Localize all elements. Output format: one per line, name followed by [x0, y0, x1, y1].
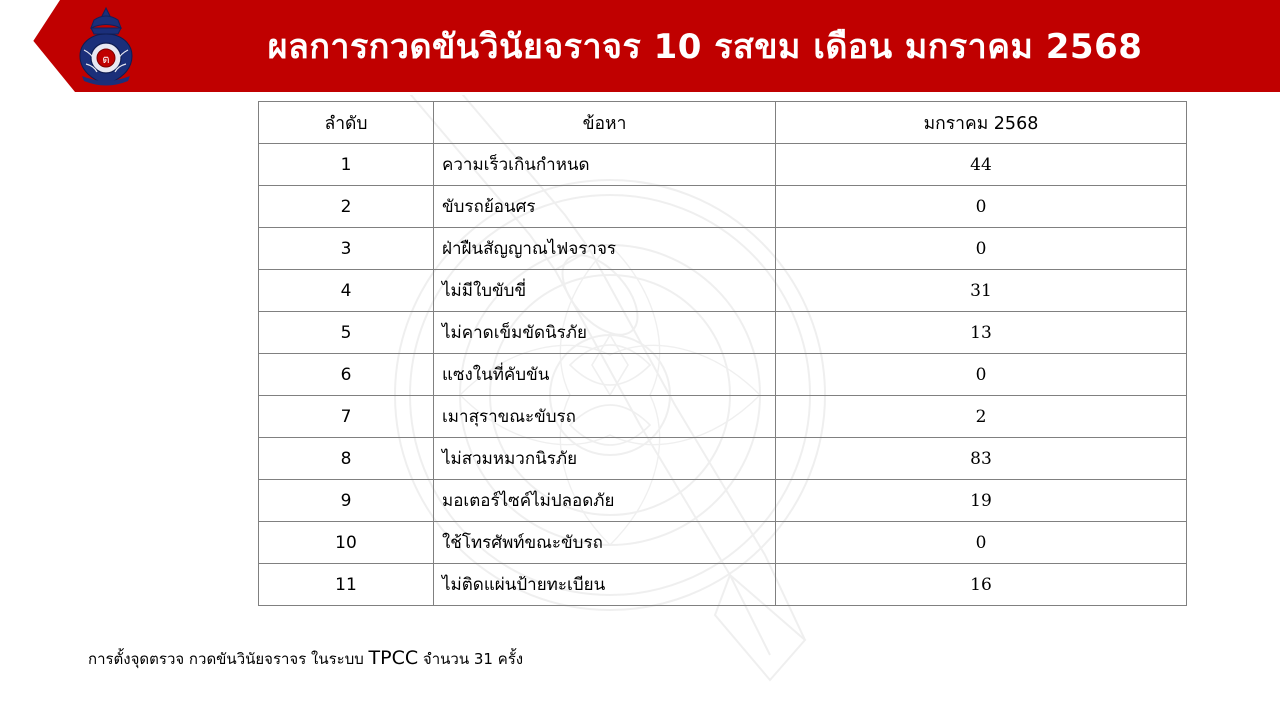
cell-count: 44 [776, 144, 1187, 186]
cell-offense: มอเตอร์ไซค์ไม่ปลอดภัย [434, 480, 776, 522]
footnote-system-name: TPCC [368, 647, 419, 669]
cell-offense: เมาสุราขณะขับรถ [434, 396, 776, 438]
cell-offense: ความเร็วเกินกำหนด [434, 144, 776, 186]
footnote-suffix: จำนวน 31 ครั้ง [418, 650, 524, 668]
column-header-order: ลำดับ [259, 102, 434, 144]
cell-offense: ใช้โทรศัพท์ขณะขับรถ [434, 522, 776, 564]
cell-order: 4 [259, 270, 434, 312]
table-row [259, 186, 1187, 228]
cell-count: 0 [776, 228, 1187, 270]
cell-offense: ไม่ติดแผ่นป้ายทะเบียน [434, 564, 776, 606]
cell-order: 3 [259, 228, 434, 270]
cell-count: 0 [776, 522, 1187, 564]
cell-order: 9 [259, 480, 434, 522]
cell-order: 5 [259, 312, 434, 354]
traffic-violation-results-table [258, 101, 1187, 606]
cell-count: 16 [776, 564, 1187, 606]
cell-order: 2 [259, 186, 434, 228]
svg-text:ต: ต [102, 53, 110, 66]
table-row [259, 270, 1187, 312]
table-row [259, 228, 1187, 270]
table-row [259, 144, 1187, 186]
cell-count: 83 [776, 438, 1187, 480]
cell-count: 2 [776, 396, 1187, 438]
column-header-offense: ข้อหา [434, 102, 776, 144]
cell-count: 19 [776, 480, 1187, 522]
cell-order: 7 [259, 396, 434, 438]
cell-order: 8 [259, 438, 434, 480]
table-row [259, 312, 1187, 354]
footnote-prefix: การตั้งจุดตรวจ กวดขันวินัยจราจร ในระบบ [88, 650, 369, 668]
cell-order: 6 [259, 354, 434, 396]
cell-count: 0 [776, 186, 1187, 228]
page-header [0, 0, 1280, 92]
results-table-wrapper [258, 101, 1186, 606]
cell-count: 0 [776, 354, 1187, 396]
cell-count: 13 [776, 312, 1187, 354]
cell-order: 10 [259, 522, 434, 564]
page-title: ผลการกวดขันวินัยจราจร 10 รสขม เดือน มกราคม 2568 [267, 27, 1143, 67]
cell-offense: ขับรถย้อนศร [434, 186, 776, 228]
table-header-row [259, 102, 1187, 144]
cell-order: 11 [259, 564, 434, 606]
cell-offense: ฝ่าฝืนสัญญาณไฟจราจร [434, 228, 776, 270]
footnote [88, 647, 523, 671]
table-row [259, 396, 1187, 438]
column-header-month: มกราคม 2568 [776, 102, 1187, 144]
cell-offense: ไม่มีใบขับขี่ [434, 270, 776, 312]
cell-offense: ไม่คาดเข็มขัดนิรภัย [434, 312, 776, 354]
table-row [259, 522, 1187, 564]
cell-offense: แซงในที่คับขัน [434, 354, 776, 396]
table-row [259, 564, 1187, 606]
cell-order: 1 [259, 144, 434, 186]
royal-thai-police-emblem-icon [70, 6, 142, 86]
cell-offense: ไม่สวมหมวกนิรภัย [434, 438, 776, 480]
cell-count: 31 [776, 270, 1187, 312]
table-row [259, 438, 1187, 480]
table-row [259, 354, 1187, 396]
table-row [259, 480, 1187, 522]
